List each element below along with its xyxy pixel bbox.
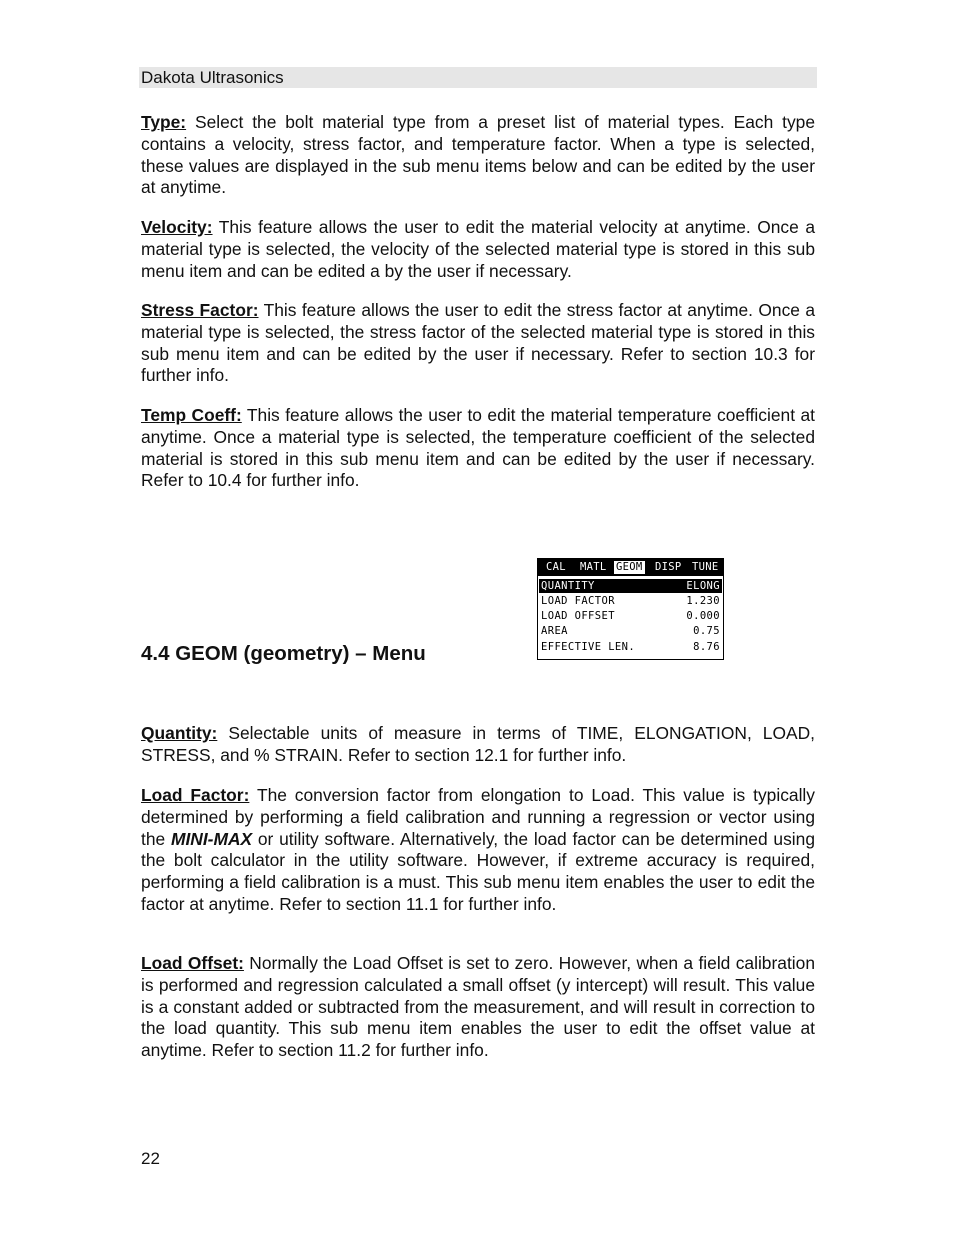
tab-matl: MATL [580, 561, 607, 573]
velocity-text: This feature allows the user to edit the material velocity at anytime. Once a material type is selected, the velocity of the selected material type is stored in this sub menu item and can be edited a by the user if necessary. [141, 217, 815, 281]
menu-row-quantity [539, 579, 722, 593]
geom-menu-screen [537, 558, 724, 660]
tab-geom: GEOM [616, 561, 643, 573]
menu-row-label: AREA [541, 625, 568, 637]
stress-factor-paragraph [141, 300, 815, 387]
load-offset-text: Normally the Load Offset is set to zero. However, when a field calibration is performed and regression calculated a small offset (y intercept) will result. This value is a constant added or subtracted from the measurement, and will result in correction to the load quantity. This sub menu item enables the user to edit the offset value at anytime. Refer to section 11.2 for further info. [141, 953, 815, 1061]
type-term: Type: [141, 112, 187, 132]
page-header [139, 67, 817, 88]
velocity-paragraph [141, 217, 815, 282]
menu-row-value: 0.75 [693, 625, 720, 637]
type-paragraph [141, 112, 815, 199]
menu-row-value: ELONG [686, 580, 720, 592]
load-factor-text-after: or utility software. Alternatively, the load factor can be determined using the bolt calculator in the utility software. However, if extreme accuracy is required, performing a field calibration is a must. This sub menu item enables the user to edit the factor at anytime. Refer to section 11.1 for further info. [141, 828, 815, 914]
menu-row-label: LOAD OFFSET [541, 610, 615, 622]
load-factor-text-before: The conversion factor from elongation to Load. This value is typically determined by performing a field calibration and running a regression or vector using the [141, 785, 815, 849]
tab-disp: DISP [655, 561, 682, 573]
tab-tune: TUNE [692, 561, 719, 573]
menu-row-label: QUANTITY [541, 580, 595, 592]
menu-row-label: LOAD FACTOR [541, 595, 615, 607]
menu-tab-bar [538, 559, 723, 576]
tab-cal: CAL [546, 561, 566, 573]
menu-row-value: 8.76 [693, 641, 720, 653]
header-title: Dakota Ultrasonics [141, 68, 284, 87]
temp-coeff-term: Temp Coeff: [141, 405, 242, 425]
menu-row-effective-length [539, 640, 722, 654]
stress-factor-text: This feature allows the user to edit the stress factor at anytime. Once a material type is selected, the stress factor of the selected material type is stored in this sub menu item and can be edited by the user if necessary. Refer to section 10.3 for further info. [141, 300, 816, 386]
menu-row-area [539, 624, 722, 638]
stress-factor-term: Stress Factor: [141, 300, 259, 320]
page-number: 22 [141, 1149, 160, 1168]
menu-row-load-factor [539, 594, 722, 608]
load-offset-paragraph [141, 953, 815, 1062]
mini-max-emphasis: MINI-MAX [170, 828, 253, 849]
type-text: Select the bolt material type from a preset list of material types. Each type contains a velocity, stress factor, and temperature factor. When a type is selected, these values are displayed in the sub menu items below and can be edited by the user at anytime. [141, 112, 815, 198]
temp-coeff-text: This feature allows the user to edit the material temperature coefficient at anytime. Once a material type is selected, the temperature coefficient of the selected material is stored in this sub menu item and can be edited by the user if necessary. Refer to 10.4 for further info. [141, 405, 815, 491]
velocity-term: Velocity: [141, 217, 213, 237]
menu-row-value: 1.230 [686, 595, 720, 607]
quantity-text: Selectable units of measure in terms of TIME, ELONGATION, LOAD, STRESS, and % STRAIN. Refer to section 12.1 for further info. [141, 723, 815, 765]
menu-row-label: EFFECTIVE LEN. [541, 641, 636, 653]
menu-row-load-offset [539, 609, 722, 623]
load-factor-term: Load Factor: [141, 785, 250, 805]
temp-coeff-paragraph [141, 405, 815, 492]
quantity-paragraph [141, 723, 815, 767]
quantity-term: Quantity: [141, 723, 218, 743]
load-factor-paragraph [141, 785, 815, 916]
section-title: 4.4 GEOM (geometry) – Menu [141, 642, 426, 665]
menu-row-value: 0.000 [686, 610, 720, 622]
load-offset-term: Load Offset: [141, 953, 244, 973]
